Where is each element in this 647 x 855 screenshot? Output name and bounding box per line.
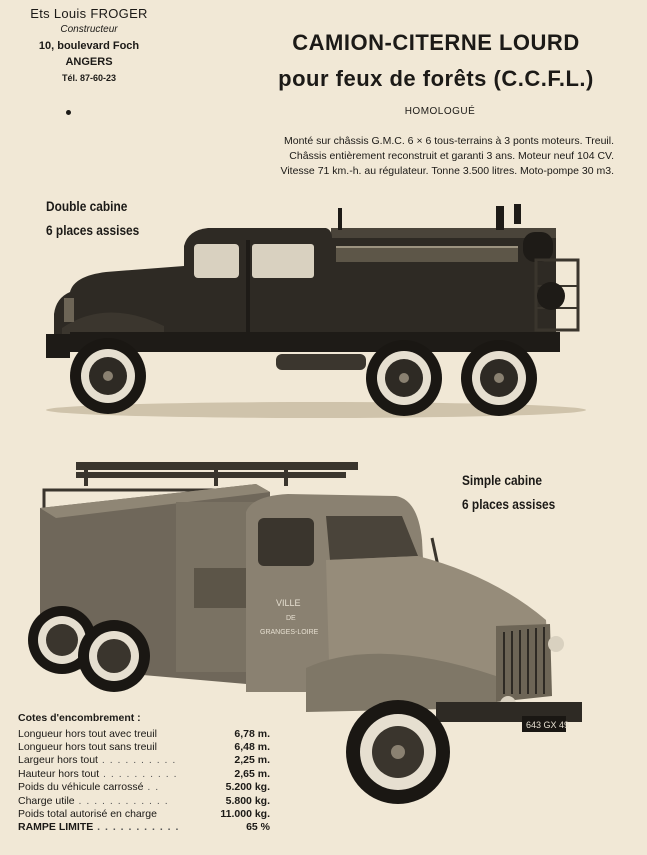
spec-dots: . .: [143, 781, 160, 794]
spec-row: [18, 740, 270, 753]
spec-value: 5.200 kg.: [225, 781, 270, 794]
description-line: Monté sur châssis G.M.C. 6 × 6 tous-terrains à 3 ponts moteurs. Treuil.: [283, 135, 614, 147]
page-title: CAMION-CITERNE LOURD: [292, 30, 580, 55]
company-role: Constructeur: [60, 24, 118, 35]
spec-label: Poids total autorisé en charge: [18, 808, 157, 821]
spec-dots: . . . . . . . . . .: [99, 767, 178, 780]
description-line: Vitesse 71 km.-h. au régulateur. Tonne 3.500 litres. Moto-pompe 30 m3.: [280, 165, 614, 177]
company-city: ANGERS: [65, 56, 113, 68]
spec-row: [18, 727, 270, 740]
spec-dots: . . . . . . . . . .: [97, 754, 177, 767]
spec-label: Largeur hors tout: [18, 754, 98, 767]
spec-row: [18, 767, 270, 780]
page-subtitle: pour feux de forêts (C.C.F.L.): [278, 66, 594, 91]
description-line: Châssis entièrement reconstruit et garanti 3 ans. Moteur neuf 104 CV.: [289, 150, 614, 162]
double-cab-truck-photo: [26, 196, 596, 426]
spec-row: [18, 807, 270, 820]
spec-label: Longueur hors tout avec treuil: [18, 727, 157, 740]
company-address: 10, boulevard Foch: [38, 40, 140, 52]
spec-value: 5.800 kg.: [225, 794, 270, 807]
spec-row: [18, 781, 270, 794]
caption-line: Double cabine: [46, 198, 128, 214]
bullet-dot: [66, 110, 71, 115]
spec-value: 65 %: [246, 821, 270, 834]
door-text: VILLE: [276, 598, 301, 608]
spec-value: 6,78 m.: [234, 727, 270, 740]
spec-label: Poids du véhicule carrossé: [18, 781, 144, 794]
company-name: Ets Louis FROGER: [30, 6, 148, 21]
spec-value: 11.000 kg.: [220, 808, 270, 821]
spec-label: Hauteur hors tout: [18, 767, 100, 780]
specs-table: [18, 712, 270, 834]
caption-line: 6 places assises: [462, 496, 556, 512]
spec-value: 2,65 m.: [234, 767, 270, 780]
caption-line: 6 places assises: [46, 222, 140, 238]
spec-label: Charge utile: [18, 794, 75, 807]
specs-heading: Cotes d'encombrement :: [18, 712, 141, 724]
caption-line: Simple cabine: [462, 472, 543, 488]
description: [84, 134, 614, 179]
maker-block: [14, 6, 164, 83]
spec-dots: . . . . . . . . . . .: [93, 821, 180, 834]
spec-label: RAMPE LIMITE: [18, 821, 94, 834]
spec-row: [18, 794, 270, 807]
door-text: GRANGES-LOIRE: [260, 629, 319, 636]
spec-label: Longueur hors tout sans treuil: [18, 741, 157, 754]
spec-value: 6,48 m.: [234, 741, 270, 754]
license-plate: 643 GX 49: [526, 720, 570, 730]
company-phone: Tél. 87-60-23: [61, 73, 117, 83]
spec-row: [18, 754, 270, 767]
door-text: DE: [286, 615, 296, 622]
approval-label: HOMOLOGUÉ: [404, 106, 476, 117]
spec-row: [18, 821, 270, 834]
spec-value: 2,25 m.: [234, 754, 270, 767]
spec-dots: . . . . . . . . . . . .: [74, 794, 169, 807]
